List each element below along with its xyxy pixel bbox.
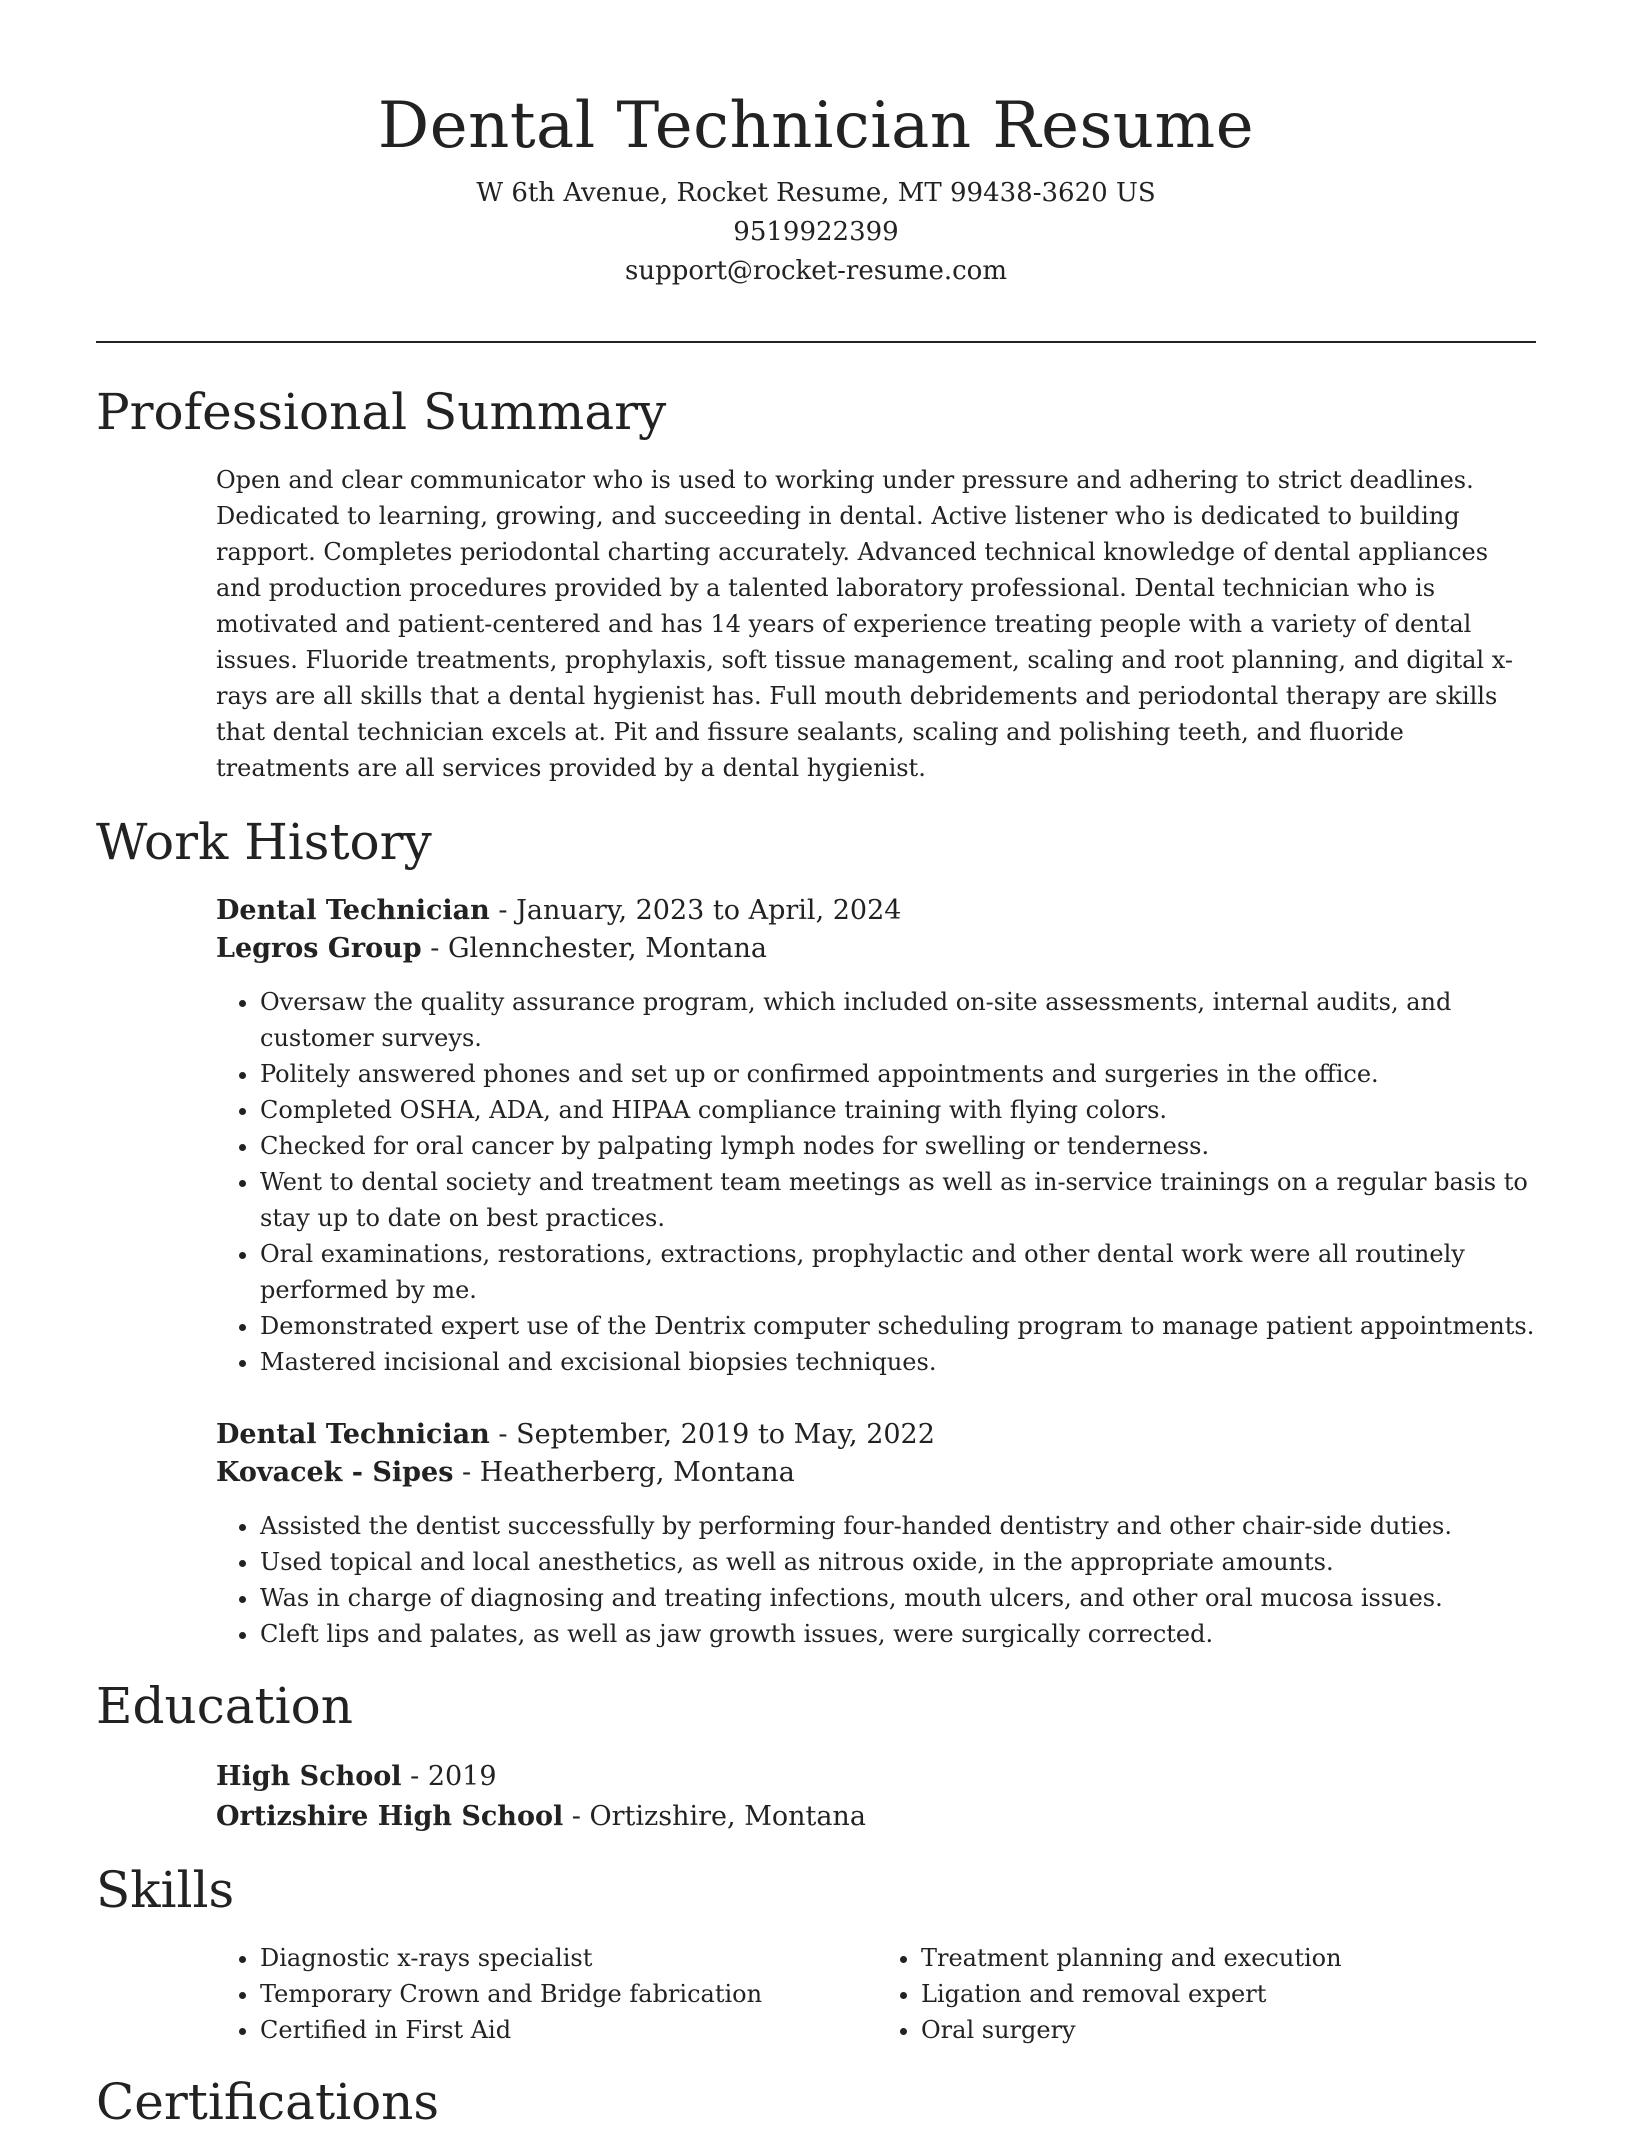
job-1-bullet: • Went to dental society and treatment team meetings as well as in-service trainings on a regular basis to stay up to date on best practices.: [260, 1164, 1538, 1236]
job-1-title: Dental Technician: [216, 895, 490, 926]
job-1-bullet: • Politely answered phones and set up or confirmed appointments and surgeries in the office.: [260, 1056, 1538, 1092]
job-1-bullet: • Oversaw the quality assurance program, which included on-site assessments, internal audits, and customer surveys.: [260, 984, 1538, 1056]
education-entry: [216, 1758, 1538, 1836]
job-1-title-line: [216, 892, 1538, 930]
job-2-title: Dental Technician: [216, 1419, 490, 1450]
job-2-company: Kovacek - Sipes: [216, 1457, 454, 1488]
skills-right-column: [877, 1940, 1538, 2048]
skill-item: • Diagnostic x-rays specialist: [260, 1940, 877, 1976]
skill-item: • Temporary Crown and Bridge fabrication: [260, 1976, 877, 2012]
contact-phone: 9519922399: [733, 217, 899, 247]
education-location: - Ortizshire, Montana: [563, 1801, 866, 1832]
work-history-heading: Work History: [96, 813, 432, 871]
skill-item: • Ligation and removal expert: [921, 1976, 1538, 2012]
contact-address: W 6th Avenue, Rocket Resume, MT 99438-3620 US: [476, 178, 1156, 208]
job-2-bullets: [216, 1508, 1538, 1652]
job-2-title-line: [216, 1416, 1538, 1454]
job-1-bullet: • Checked for oral cancer by palpating lymph nodes for swelling or tenderness.: [260, 1128, 1538, 1164]
job-1-bullets: [216, 984, 1538, 1380]
job-1-company: Legros Group: [216, 933, 422, 964]
education-degree-line: [216, 1758, 1538, 1796]
job-2-location: - Heatherberg, Montana: [453, 1457, 795, 1488]
contact-email: support@rocket-resume.com: [624, 256, 1007, 286]
summary-text: Open and clear communicator who is used to working under pressure and adhering to strict deadlines. Dedicated to learning, growing, and succeeding in dental. Active listener who is dedicated to building rapport. Completes periodontal charting accurately. Advanced technical knowledge of dental appliances and production procedures provided by a talented laboratory professional. Dental technician who is motivated and patient-centered and has 14 years of experience treating people with a variety of dental issues. Fluoride treatments, prophylaxis, soft tissue management, scaling and root planning, and digital x-rays are all skills that a dental hygienist has. Full mouth debridements and periodontal therapy are skills that dental technician excels at. Pit and fissure sealants, scaling and polishing teeth, and fluoride treatments are all services provided by a dental hygienist.: [216, 466, 1513, 782]
skills-grid: [216, 1940, 1538, 2048]
education-year: - 2019: [401, 1761, 497, 1792]
job-1-bullet: • Completed OSHA, ADA, and HIPAA compliance training with flying colors.: [260, 1092, 1538, 1128]
education-school-line: [216, 1798, 1538, 1836]
job-entry-2: [216, 1416, 1538, 1652]
job-2-bullet: • Used topical and local anesthetics, as well as nitrous oxide, in the appropriate amounts.: [260, 1544, 1538, 1580]
job-2-bullet: • Cleft lips and palates, as well as jaw growth issues, were surgically corrected.: [260, 1616, 1538, 1652]
education-heading: Education: [96, 1677, 353, 1735]
skill-item: • Oral surgery: [921, 2012, 1538, 2048]
skill-item: • Treatment planning and execution: [921, 1940, 1538, 1976]
job-2-bullet: • Assisted the dentist successfully by performing four-handed dentistry and other chair-side duties.: [260, 1508, 1538, 1544]
job-1-dates: - January, 2023 to April, 2024: [489, 895, 902, 926]
job-2-dates: - September, 2019 to May, 2022: [489, 1419, 935, 1450]
resume-title: Dental Technician Resume: [377, 89, 1255, 163]
skill-item: • Certified in First Aid: [260, 2012, 877, 2048]
header-divider: [96, 341, 1536, 343]
skills-left-column: [216, 1940, 877, 2048]
certifications-heading: Certifications: [96, 2073, 440, 2131]
job-1-bullet: • Oral examinations, restorations, extractions, prophylactic and other dental work were all routinely performed by me.: [260, 1236, 1538, 1308]
skills-heading: Skills: [96, 1861, 235, 1919]
job-2-company-line: [216, 1454, 1538, 1492]
education-school: Ortizshire High School: [216, 1801, 564, 1832]
job-1-location: - Glennchester, Montana: [421, 933, 767, 964]
job-entry-1: [216, 892, 1538, 1380]
education-degree: High School: [216, 1761, 402, 1792]
resume-header: [0, 78, 1632, 291]
job-2-bullet: • Was in charge of diagnosing and treating infections, mouth ulcers, and other oral mucosa issues.: [260, 1580, 1538, 1616]
job-1-bullet: • Mastered incisional and excisional biopsies techniques.: [260, 1344, 1538, 1380]
summary-heading: Professional Summary: [96, 383, 667, 441]
job-1-company-line: [216, 930, 1538, 968]
job-1-bullet: • Demonstrated expert use of the Dentrix computer scheduling program to manage patient appointments.: [260, 1308, 1538, 1344]
